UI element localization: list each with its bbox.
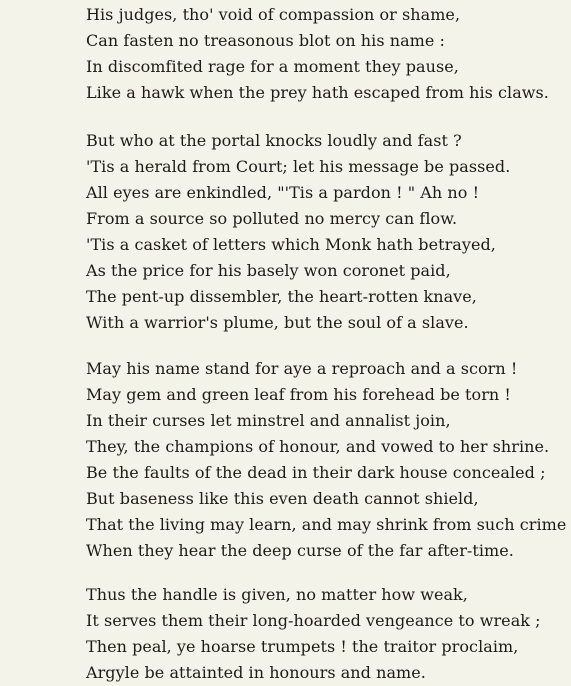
poem-line: 'Tis a casket of letters which Monk hath betrayed, bbox=[86, 235, 496, 254]
poem-line: Be the faults of the dead in their dark house concealed ; bbox=[86, 463, 546, 482]
poem-line: Like a hawk when the prey hath escaped from his claws. bbox=[86, 83, 549, 102]
poem-line: When they hear the deep curse of the far after-time. bbox=[86, 541, 514, 560]
poem-line: But who at the portal knocks loudly and fast ? bbox=[86, 131, 462, 150]
poem-line: They, the champions of honour, and vowed to her shrine. bbox=[86, 437, 550, 456]
poem-line: Can fasten no treasonous blot on his name : bbox=[86, 31, 445, 50]
poem-line: Argyle be attainted in honours and name. bbox=[86, 663, 426, 682]
poem-line: That the living may learn, and may shrink from such crime bbox=[86, 515, 567, 534]
poem-line: From a source so polluted no mercy can flow. bbox=[86, 209, 458, 228]
stanza-2 bbox=[86, 128, 563, 336]
poem-line: Then peal, ye hoarse trumpets ! the traitor proclaim, bbox=[86, 637, 519, 656]
poem-line: With a warrior's plume, but the soul of a slave. bbox=[86, 313, 469, 332]
poem-line: In discomfited rage for a moment they pause, bbox=[86, 57, 459, 76]
poem-line: May gem and green leaf from his forehead be torn ! bbox=[86, 385, 511, 404]
poem-line: In their curses let minstrel and annalist join, bbox=[86, 411, 451, 430]
poem-line: All eyes are enkindled, "'Tis a pardon ! " Ah no ! bbox=[86, 183, 480, 202]
poem-line: The pent-up dissembler, the heart-rotten knave, bbox=[86, 287, 477, 306]
poem-line: May his name stand for aye a reproach and a scorn ! bbox=[86, 359, 518, 378]
stanza-1 bbox=[86, 2, 563, 106]
stanza-3 bbox=[86, 356, 567, 564]
poem-line: As the price for his basely won coronet paid, bbox=[86, 261, 451, 280]
poem-line: But baseness like this even death cannot shield, bbox=[86, 489, 479, 508]
stanza-4 bbox=[86, 582, 563, 686]
poem-line: His judges, tho' void of compassion or shame, bbox=[86, 5, 461, 24]
poem-line: It serves them their long-hoarded vengeance to wreak ; bbox=[86, 611, 541, 630]
poem-line: Thus the handle is given, no matter how weak, bbox=[86, 585, 468, 604]
poem-line: 'Tis a herald from Court; let his message be passed. bbox=[86, 157, 511, 176]
